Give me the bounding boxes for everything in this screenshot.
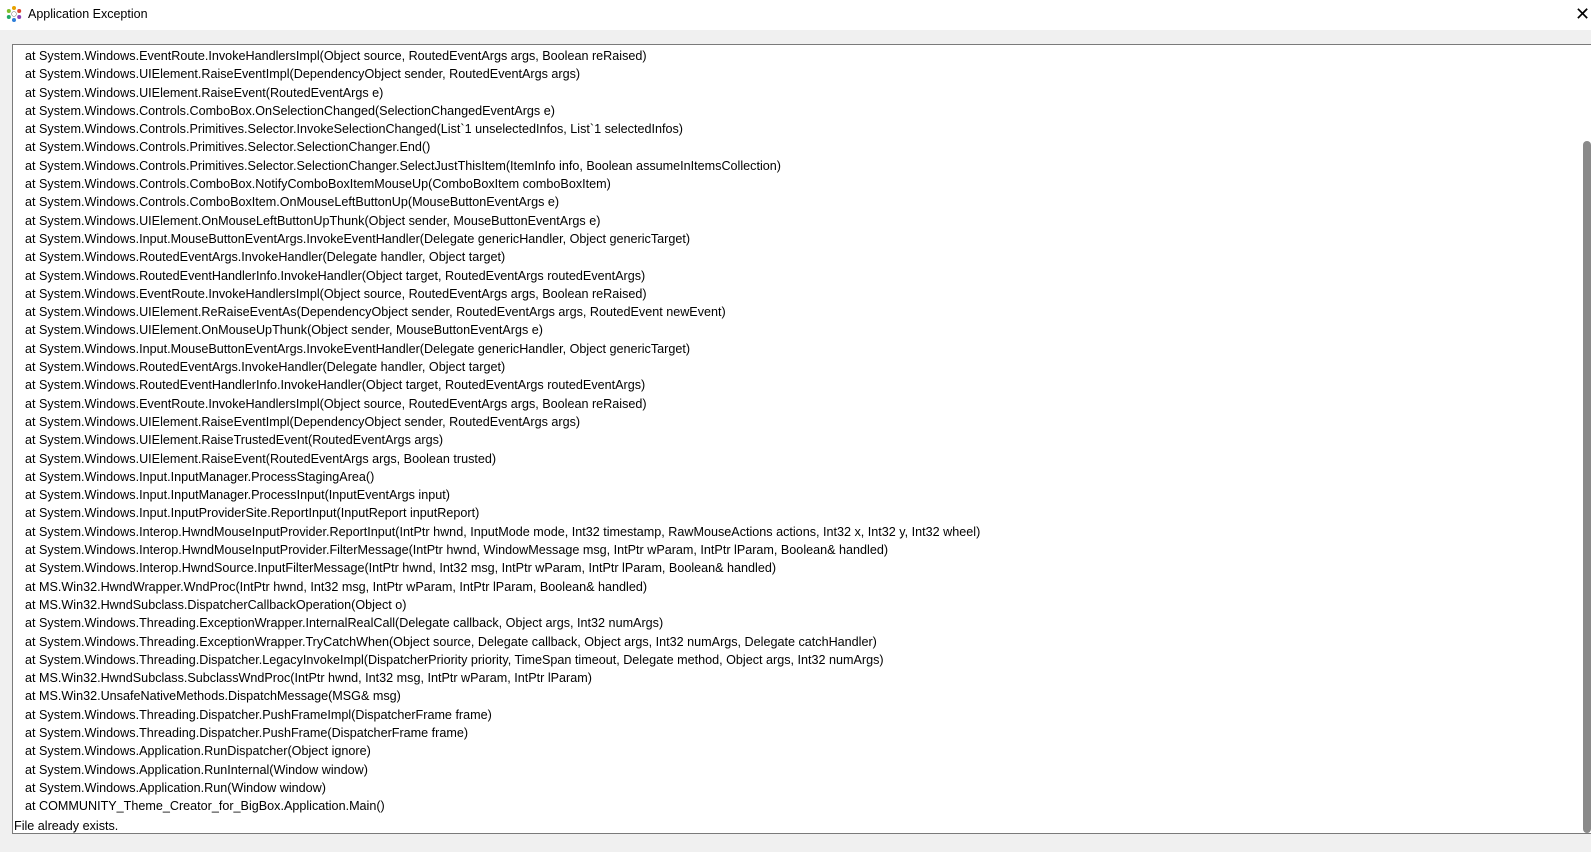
stack-trace-line: at System.Windows.Controls.ComboBox.OnSelectionChanged(SelectionChangedEventArgs e) [25,103,555,118]
stack-trace-line: at System.Windows.Application.Run(Window window) [25,780,326,795]
stack-trace-line: at System.Windows.Controls.Primitives.Selector.SelectionChanger.End() [25,140,431,155]
stack-trace-line: at System.Windows.Controls.ComboBox.NotifyComboBoxItemMouseUp(ComboBoxItem comboBoxItem) [25,177,611,192]
stack-trace-line: at System.Windows.Interop.HwndMouseInputProvider.ReportInput(IntPtr hwnd, InputMode mode, Int32 timestamp, RawMouseActions actions, Int32 x, Int32 y, Int32 wheel) [25,524,981,539]
close-button[interactable]: ✕ [1575,4,1591,24]
stack-trace-line: at MS.Win32.HwndWrapper.WndProc(IntPtr hwnd, Int32 msg, IntPtr wParam, IntPtr lParam, Boolean& handled) [25,579,648,594]
stack-trace-line: at System.Windows.Controls.Primitives.Selector.SelectionChanger.SelectJustThisItem(ItemInfo info, Boolean assumeInItemsCollection) [25,158,781,173]
stack-trace-textbox[interactable] [12,44,1591,834]
stack-trace-line: at System.Windows.Threading.ExceptionWrapper.InternalRealCall(Delegate callback, Object args, Int32 numArgs) [25,616,664,631]
stack-trace-line: at System.Windows.Threading.Dispatcher.PushFrameImpl(DispatcherFrame frame) [25,707,492,722]
stack-trace-line: at System.Windows.Application.RunDispatcher(Object ignore) [25,744,371,759]
stack-trace-line: at System.Windows.RoutedEventHandlerInfo.InvokeHandler(Object target, RoutedEventArgs routedEventArgs) [25,268,646,283]
stack-trace-line: at System.Windows.RoutedEventArgs.InvokeHandler(Delegate handler, Object target) [25,250,506,265]
app-logo-icon [5,5,23,23]
title-bar[interactable] [0,0,1591,30]
stack-trace-line: at System.Windows.Threading.Dispatcher.LegacyInvokeImpl(DispatcherPriority priority, TimeSpan timeout, Delegate method, Object args, Int32 numArgs) [25,652,884,667]
stack-trace-line: at MS.Win32.UnsafeNativeMethods.DispatchMessage(MSG& msg) [25,689,401,704]
stack-trace-line: at System.Windows.UIElement.RaiseEvent(RoutedEventArgs args, Boolean trusted) [25,451,497,466]
scrollbar-thumb[interactable] [1583,141,1591,833]
stack-trace-line: at System.Windows.Controls.ComboBoxItem.OnMouseLeftButtonUp(MouseButtonEventArgs e) [25,195,560,210]
stack-trace-line: at System.Windows.Interop.HwndMouseInputProvider.FilterMessage(IntPtr hwnd, WindowMessage msg, IntPtr wParam, IntPtr lParam, Boolean& handled) [25,543,889,558]
stack-trace-line: at System.Windows.Input.MouseButtonEventArgs.InvokeEventHandler(Delegate genericHandler, Object genericTarget) [25,341,691,356]
stack-trace-line: at System.Windows.Controls.Primitives.Selector.InvokeSelectionChanged(List`1 unselectedInfos, List`1 selectedInfos) [25,122,683,137]
stack-trace-line: at COMMUNITY_Theme_Creator_for_BigBox.Application.Main() [25,799,385,814]
window-title: Application Exception [28,7,148,21]
stack-trace-line: at System.Windows.RoutedEventArgs.InvokeHandler(Delegate handler, Object target) [25,360,506,375]
stack-trace-line: at System.Windows.Application.RunInternal(Window window) [25,762,368,777]
stack-trace-line: at System.Windows.Input.InputManager.ProcessStagingArea() [25,469,375,484]
stack-trace-line: at System.Windows.RoutedEventHandlerInfo.InvokeHandler(Object target, RoutedEventArgs routedEventArgs) [25,378,646,393]
stack-trace-line: at System.Windows.UIElement.RaiseEventImpl(DependencyObject sender, RoutedEventArgs args) [25,67,581,82]
stack-trace-line: at System.Windows.Input.MouseButtonEventArgs.InvokeEventHandler(Delegate genericHandler, Object genericTarget) [25,231,691,246]
status-message: File already exists. [14,819,119,833]
stack-trace-line: at MS.Win32.HwndSubclass.DispatcherCallbackOperation(Object o) [25,597,407,612]
stack-trace-line: at System.Windows.UIElement.ReRaiseEventAs(DependencyObject sender, RoutedEventArgs args, RoutedEvent newEvent) [25,305,726,320]
stack-trace-line: at System.Windows.Threading.Dispatcher.PushFrame(DispatcherFrame frame) [25,725,469,740]
vertical-scrollbar[interactable] [1559,44,1591,834]
stack-trace-line: at System.Windows.UIElement.RaiseEvent(RoutedEventArgs e) [25,85,384,100]
stack-trace-line: at System.Windows.Threading.ExceptionWrapper.TryCatchWhen(Object source, Delegate callback, Object args, Int32 numArgs, Delegate catchHandler) [25,634,877,649]
stack-trace-line: at System.Windows.UIElement.RaiseTrustedEvent(RoutedEventArgs args) [25,433,444,448]
stack-trace-line: at System.Windows.UIElement.OnMouseLeftButtonUpThunk(Object sender, MouseButtonEventArgs e) [25,213,601,228]
stack-trace-list [25,47,980,815]
stack-trace-line: at System.Windows.EventRoute.InvokeHandlersImpl(Object source, RoutedEventArgs args, Boolean reRaised) [25,49,647,63]
stack-trace-line: at System.Windows.Input.InputProviderSite.ReportInput(InputReport inputReport) [25,506,480,521]
stack-trace-line: at System.Windows.Input.InputManager.ProcessInput(InputEventArgs input) [25,488,450,503]
stack-trace-line: at System.Windows.EventRoute.InvokeHandlersImpl(Object source, RoutedEventArgs args, Boolean reRaised) [25,286,647,301]
stack-trace-line: at System.Windows.UIElement.OnMouseUpThunk(Object sender, MouseButtonEventArgs e) [25,323,543,338]
stack-trace-line: at System.Windows.UIElement.RaiseEventImpl(DependencyObject sender, RoutedEventArgs args) [25,414,581,429]
stack-trace-line: at System.Windows.EventRoute.InvokeHandlersImpl(Object source, RoutedEventArgs args, Boolean reRaised) [25,396,647,411]
stack-trace-line: at MS.Win32.HwndSubclass.SubclassWndProc(IntPtr hwnd, Int32 msg, IntPtr wParam, IntPtr lParam) [25,671,592,686]
stack-trace-line: at System.Windows.Interop.HwndSource.InputFilterMessage(IntPtr hwnd, Int32 msg, IntPtr wParam, IntPtr lParam, Boolean& handled) [25,561,777,576]
